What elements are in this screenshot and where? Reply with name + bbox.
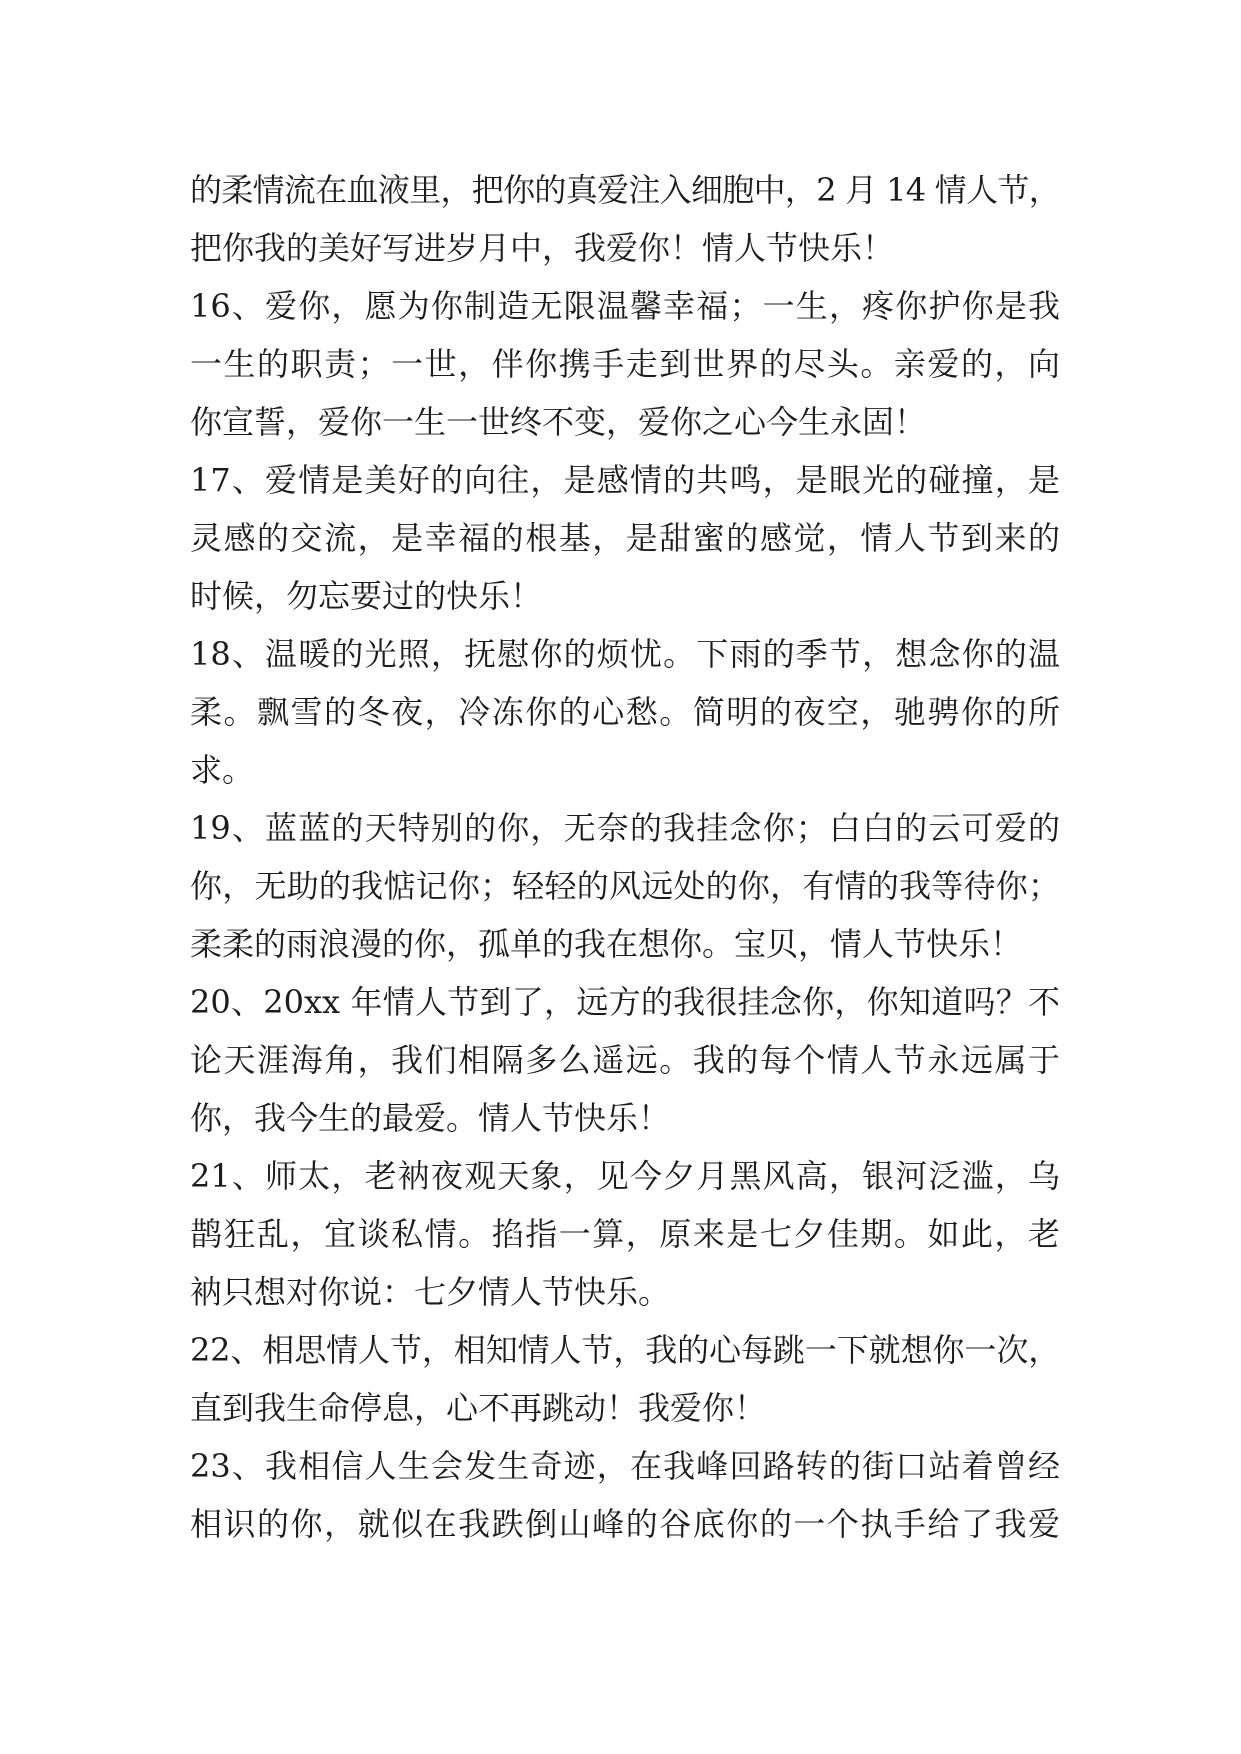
text-line: 你，无助的我惦记你；轻轻的风远处的你，有情的我等待你； <box>190 867 1060 905</box>
text-line: 求。 <box>190 751 255 789</box>
paragraph-item-16 <box>190 277 1060 451</box>
text-line: 你，我今生的最爱。情人节快乐！ <box>190 1099 671 1137</box>
text-line: 的柔情流在血液里，把你的真爱注入细胞中，2 月 14 情人节， <box>190 171 1060 209</box>
paragraph-item-20 <box>190 973 1060 1147</box>
text-line: 22、相思情人节，相知情人节，我的心每跳一下就想你一次， <box>190 1331 1060 1369</box>
text-line: 一生的职责；一世，伴你携手走到世界的尽头。亲爱的，向 <box>190 345 1060 383</box>
text-line: 直到我生命停息，心不再跳动！我爱你！ <box>190 1389 767 1427</box>
paragraph-item-23 <box>190 1437 1060 1553</box>
text-line: 21、师太，老衲夜观天象，见今夕月黑风高，银河泛滥，乌 <box>190 1157 1060 1195</box>
paragraph-item-21 <box>190 1147 1060 1321</box>
body-text <box>190 161 1060 1553</box>
text-line: 衲只想对你说：七夕情人节快乐。 <box>190 1273 671 1311</box>
text-line: 18、温暖的光照，抚慰你的烦忧。下雨的季节，想念你的温 <box>190 635 1060 673</box>
text-line: 20、20xx 年情人节到了，远方的我很挂念你，你知道吗？不 <box>190 983 1060 1021</box>
text-line: 16、爱你，愿为你制造无限温馨幸福；一生，疼你护你是我 <box>190 287 1060 325</box>
text-line: 17、爱情是美好的向往，是感情的共鸣，是眼光的碰撞，是 <box>190 461 1060 499</box>
text-line: 把你我的美好写进岁月中，我爱你！情人节快乐！ <box>190 229 895 267</box>
text-line: 鹊狂乱，宜谈私情。掐指一算，原来是七夕佳期。如此，老 <box>190 1215 1060 1253</box>
paragraph-item-19 <box>190 799 1060 973</box>
text-line: 灵感的交流，是幸福的根基，是甜蜜的感觉，情人节到来的 <box>190 519 1060 557</box>
text-line: 时候，勿忘要过的快乐！ <box>190 577 543 615</box>
text-line: 23、我相信人生会发生奇迹，在我峰回路转的街口站着曾经 <box>190 1447 1060 1485</box>
paragraph-continued <box>190 161 1060 277</box>
text-line: 相识的你，就似在我跌倒山峰的谷底你的一个执手给了我爱 <box>190 1505 1060 1543</box>
text-line: 19、蓝蓝的天特别的你，无奈的我挂念你；白白的云可爱的 <box>190 809 1060 847</box>
paragraph-item-17 <box>190 451 1060 625</box>
paragraph-item-18 <box>190 625 1060 799</box>
text-line: 你宣誓，爱你一生一世终不变，爱你之心今生永固！ <box>190 403 927 441</box>
text-line: 柔。飘雪的冬夜，冷冻你的心愁。简明的夜空，驰骋你的所 <box>190 693 1060 731</box>
text-line: 论天涯海角，我们相隔多么遥远。我的每个情人节永远属于 <box>190 1041 1060 1079</box>
paragraph-item-22 <box>190 1321 1060 1437</box>
text-line: 柔柔的雨浪漫的你，孤单的我在想你。宝贝，情人节快乐！ <box>190 925 1023 963</box>
